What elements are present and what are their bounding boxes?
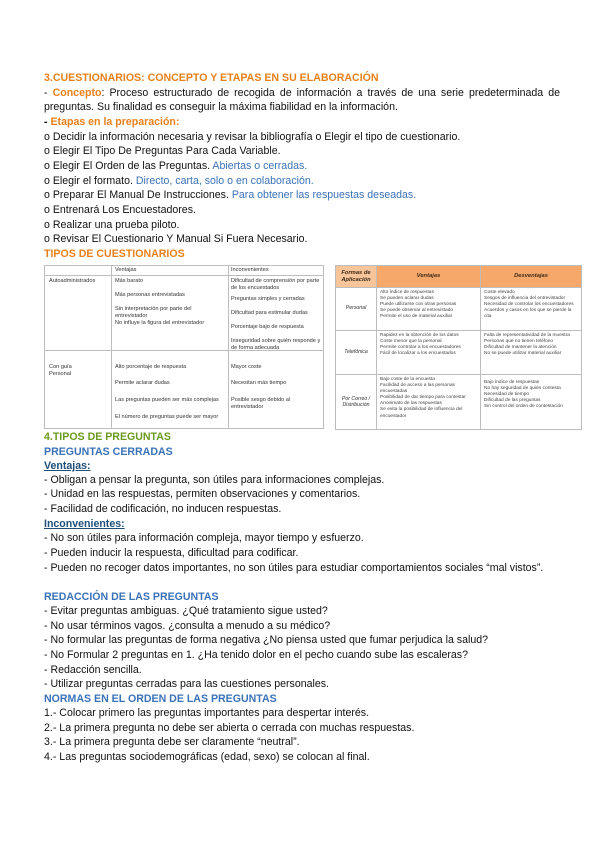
table-cell: Bajo coste de la encuesta Facilidad de acceso a las personas encuestadas Posibilidad de dar tiempo para contestar Anonimato de las respuestas Se evita la posibilidad de influencia del encuestador <box>380 377 466 419</box>
redaccion-item: - Evitar preguntas ambiguas. ¿Qué tratamiento sigue usted? <box>44 605 328 617</box>
stages-heading <box>44 116 560 129</box>
redaccion-item: - Utilizar preguntas cerradas para las cuestiones personales. <box>44 678 329 690</box>
concept-text: : Proceso estructurado de recogida de información a través de una serie predeterminada de preguntas. Su finalidad es conseguir la máxima fiabilidad en la información. <box>44 87 560 113</box>
table-cell: Bajo índice de respuestas No hay seguridad de quién contesta Necesidad de tiempo Dificultad de las preguntas Sin control del orden de contestación <box>484 380 563 410</box>
table-cell: Preguntas simples y cerradas <box>231 296 305 302</box>
stage-item: o Elegir El Tipo De Preguntas Para Cada Variable. <box>44 145 281 157</box>
table-cell: Coste elevado Sesgos de influencia del entrevistador Necesidad de controlar los encuestadores Acuerdos y casos en los que se pierde la cita <box>484 290 574 320</box>
questionnaire-types-table <box>44 265 324 429</box>
stage-note: Abiertas o cerradas. <box>212 160 308 172</box>
row-label: Telefónica <box>344 349 368 355</box>
redaccion-item: - No Formular 2 preguntas en 1. ¿Ha tenido dolor en el pecho cuando sube las escaleras? <box>44 649 468 661</box>
table-cell: Más barato <box>115 278 143 284</box>
table-cell: No influye la figura del entrevistador <box>115 320 205 326</box>
table-cell: Alto porcentaje de respuesta <box>115 364 187 370</box>
ventaja-item: - Facilidad de codificación, no inducen respuestas. <box>44 503 282 515</box>
stage-item: o Preparar El Manual De Instrucciones. Para obtener las respuestas deseadas. <box>44 189 417 201</box>
row-label: Por Correo / Distribución <box>341 396 371 409</box>
norma-item: 4.- Las preguntas sociodemográficas (edad, sexo) se colocan al final. <box>44 751 370 763</box>
table-rule <box>45 275 323 276</box>
table-cell: Inseguridad sobre quién responde y de forma adecuada <box>231 338 321 351</box>
table-rule <box>480 266 481 429</box>
stage-item: o Revisar El Cuestionario Y Manual Si Fuera Necesario. <box>44 233 308 245</box>
ventajas-label: Ventajas: <box>44 460 91 472</box>
inconveniente-item: - No son útiles para información compleja, mayor tiempo y esfuerzo. <box>44 532 364 544</box>
norma-item: 2.- La primera pregunta no debe ser abierta o cerrada con muchas respuestas. <box>44 722 415 734</box>
table-cell: Necesitan más tiempo <box>231 380 287 386</box>
table-rule <box>376 266 377 429</box>
table-header: Ventajas <box>115 267 137 273</box>
stage-item: o Elegir El Orden de las Preguntas. Abiertas o cerradas. <box>44 160 308 172</box>
section-4-title: 4.TIPOS DE PREGUNTAS <box>44 431 171 443</box>
stage-item: o Decidir la información necesaria y revisar la bibliografía o Elegir el tipo de cuestionario. <box>44 131 461 143</box>
inconvenientes-label: Inconvenientes: <box>44 518 125 530</box>
table-cell: Posible sesgo debido al entrevistador <box>231 397 291 410</box>
table-cell: El número de preguntas puede ser mayor <box>115 414 219 420</box>
table-cell: Falta de representatividad de la muestra Personas que no tienen teléfono Dificultad de mantener la atención No se puede utilizar material auxiliar <box>484 333 570 357</box>
row-label: Personal <box>345 305 367 311</box>
stage-item: o Elegir el formato. Directo, carta, solo o en colaboración. <box>44 175 314 187</box>
inconveniente-item: - Pueden inducir la respuesta, dificultad para codificar. <box>44 547 299 559</box>
table-header: Desventajas <box>514 273 548 279</box>
table-cell: Porcentaje bajo de respuesta <box>231 324 304 330</box>
ventaja-item: - Obligan a pensar la pregunta, son útiles para informaciones complejas. <box>44 474 385 486</box>
table-rule <box>336 374 581 375</box>
section-3-title: 3.CUESTIONARIOS: CONCEPTO Y ETAPAS EN SU ELABORACIÓN <box>44 72 379 84</box>
table-rule <box>111 266 112 428</box>
row-label: Con guía Personal <box>49 364 72 377</box>
table-cell: Permite aclarar dudas <box>115 380 170 386</box>
table-cell: Sin interpretación por parte del entrevistador <box>115 306 192 319</box>
concept-dash: - <box>44 87 53 99</box>
stage-item: o Realizar una prueba piloto. <box>44 219 180 231</box>
normas-title: NORMAS EN EL ORDEN DE LAS PREGUNTAS <box>44 693 277 705</box>
stage-item: o Entrenará Los Encuestadores. <box>44 204 196 216</box>
types-title: TIPOS DE CUESTIONARIOS <box>44 248 185 260</box>
closed-questions-title: PREGUNTAS CERRADAS <box>44 446 173 458</box>
redaccion-title: REDACCIÓN DE LAS PREGUNTAS <box>44 591 219 603</box>
norma-item: 3.- La primera pregunta debe ser claramente “neutral”. <box>44 736 300 748</box>
table-header: Formas de Aplicación <box>341 270 371 283</box>
table-rule <box>336 287 581 288</box>
norma-item: 1.- Colocar primero las preguntas importantes para despertar interés. <box>44 707 370 719</box>
redaccion-item: - Redacción sencilla. <box>44 664 142 676</box>
table-cell: Alto índice de respuestas Se pueden aclarar dudas Puede utilizarse con otras personas Se puede observar al entrevistado Permite el uso de material auxiliar <box>380 290 457 320</box>
table-cell: Las preguntas pueden ser más complejas <box>115 397 219 403</box>
table-rule <box>336 330 581 331</box>
redaccion-item: - No usar términos vagos. ¿consulta a menudo a su médico? <box>44 620 331 632</box>
table-cell: Mayor coste <box>231 364 262 370</box>
stages-label: Etapas en la preparación: <box>50 116 180 128</box>
application-forms-table <box>335 265 582 430</box>
table-cell: Más personas entrevistadas <box>115 292 185 298</box>
table-cell: Dificultad para estimular dudas <box>231 310 308 316</box>
inconveniente-item: - Pueden no recoger datos importantes, no son útiles para estudiar comportamientos sociales “mal vistos”. <box>44 562 544 574</box>
table-cell: Rapidez en la obtención de los datos Coste menor que la personal Permite controlar a los encuestadores Fácil de localizar a los encuestados <box>380 333 461 357</box>
table-header: Ventajas <box>416 273 441 279</box>
table-cell: Dificultad de comprensión por parte de los encuestados <box>231 278 320 291</box>
stages-dash: - <box>44 116 51 128</box>
table-header: Inconvenientes <box>231 267 269 273</box>
redaccion-item: - No formular las preguntas de forma negativa ¿No piensa usted que fumar perjudica la salud? <box>44 634 489 646</box>
concept-label: Concepto <box>52 87 102 99</box>
row-label: Autoadministrados <box>49 278 96 284</box>
stage-note: Para obtener las respuestas deseadas. <box>231 189 417 201</box>
table-rule <box>228 266 229 428</box>
ventaja-item: - Unidad en las respuestas, permiten observaciones y comentarios. <box>44 488 361 500</box>
stage-note: Directo, carta, solo o en colaboración. <box>135 175 314 187</box>
concept-paragraph <box>44 86 560 114</box>
